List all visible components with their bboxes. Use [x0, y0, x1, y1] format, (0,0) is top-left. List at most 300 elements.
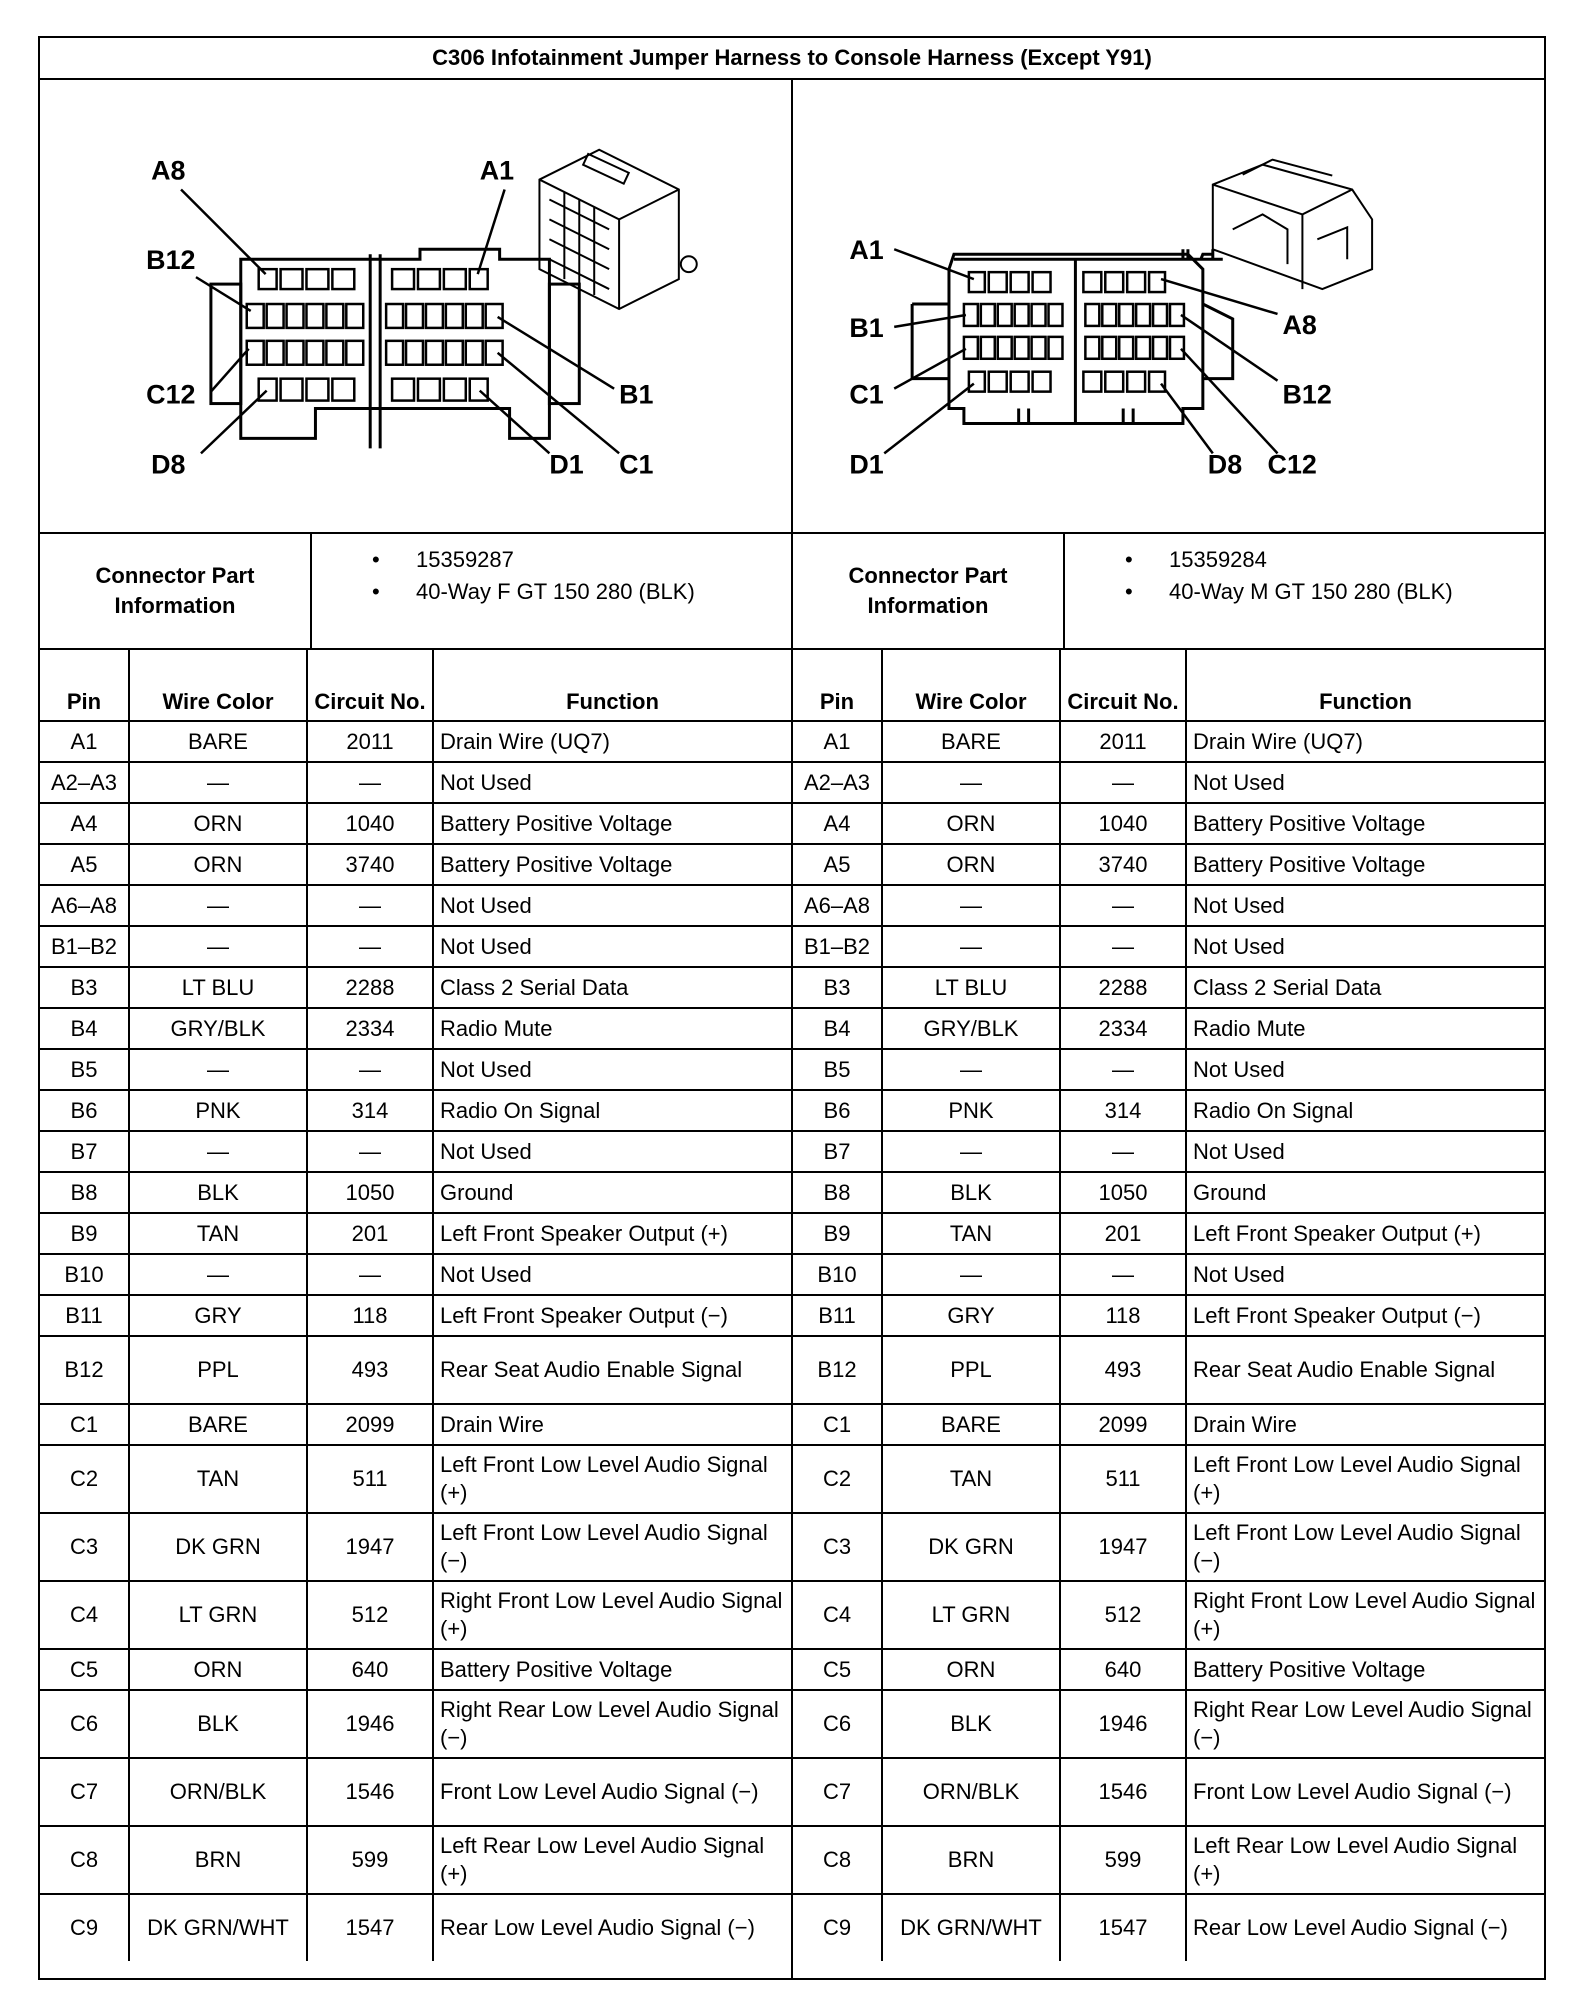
- wire-color-cell: —: [129, 1131, 307, 1172]
- part-number: • 15359287: [312, 544, 791, 576]
- wire-color-cell: GRY: [129, 1295, 307, 1336]
- wire-color-cell: —: [882, 1254, 1060, 1295]
- label-a1: A1: [849, 235, 884, 266]
- pin-cell: B7: [793, 1131, 882, 1172]
- pinout-rows: [40, 721, 791, 1961]
- function-cell: Not Used: [433, 762, 791, 803]
- table-row: [793, 1049, 1544, 1090]
- table-row: [793, 803, 1544, 844]
- function-cell: Left Front Speaker Output (+): [1186, 1213, 1544, 1254]
- connector-diagram-female: [40, 80, 791, 532]
- table-row: [793, 1172, 1544, 1213]
- header-pin: Pin: [793, 650, 882, 721]
- function-cell: Drain Wire: [1186, 1404, 1544, 1445]
- header-circuit: Circuit No.: [307, 650, 433, 721]
- wire-color-cell: TAN: [882, 1213, 1060, 1254]
- function-cell: Not Used: [1186, 762, 1544, 803]
- pin-cell: A4: [40, 803, 129, 844]
- function-cell: Class 2 Serial Data: [1186, 967, 1544, 1008]
- pin-cell: C6: [793, 1690, 882, 1758]
- table-row: [793, 1336, 1544, 1404]
- table-row: [793, 1581, 1544, 1649]
- table-row: [40, 1213, 791, 1254]
- pinout-sheet: [38, 36, 1546, 1980]
- wire-color-cell: BLK: [129, 1172, 307, 1213]
- wire-color-cell: TAN: [129, 1213, 307, 1254]
- wire-color-cell: BARE: [129, 721, 307, 762]
- wire-color-cell: LT BLU: [129, 967, 307, 1008]
- label-d8: D8: [151, 449, 186, 480]
- wire-color-cell: TAN: [129, 1445, 307, 1513]
- circuit-cell: 201: [307, 1213, 433, 1254]
- table-row: [40, 844, 791, 885]
- circuit-cell: 3740: [1060, 844, 1186, 885]
- pin-cell: C1: [40, 1404, 129, 1445]
- label-c12: C12: [146, 379, 196, 410]
- pin-cell: A2–A3: [40, 762, 129, 803]
- function-cell: Right Front Low Level Audio Signal (+): [1186, 1581, 1544, 1649]
- wire-color-cell: ORN: [129, 803, 307, 844]
- header-circuit: Circuit No.: [1060, 650, 1186, 721]
- label-d8: D8: [1207, 449, 1243, 480]
- connector-info-male: [791, 534, 1544, 648]
- pin-cell: C3: [793, 1513, 882, 1581]
- wire-color-cell: ORN: [882, 844, 1060, 885]
- circuit-cell: —: [307, 1049, 433, 1090]
- table-row: [793, 844, 1544, 885]
- function-cell: Right Front Low Level Audio Signal (+): [433, 1581, 791, 1649]
- circuit-cell: —: [1060, 926, 1186, 967]
- circuit-cell: —: [307, 762, 433, 803]
- pin-cell: B1–B2: [793, 926, 882, 967]
- function-cell: Class 2 Serial Data: [433, 967, 791, 1008]
- label-a1: A1: [479, 155, 515, 186]
- function-cell: Not Used: [433, 926, 791, 967]
- pin-cell: B6: [793, 1090, 882, 1131]
- table-row: [793, 1254, 1544, 1295]
- table-row: [40, 1758, 791, 1826]
- function-cell: Drain Wire (UQ7): [433, 721, 791, 762]
- wire-color-cell: TAN: [882, 1445, 1060, 1513]
- circuit-cell: 2099: [307, 1404, 433, 1445]
- pin-cell: B3: [793, 967, 882, 1008]
- pin-cell: C7: [793, 1758, 882, 1826]
- pin-cell: A2–A3: [793, 762, 882, 803]
- circuit-cell: 512: [1060, 1581, 1186, 1649]
- table-row: [40, 885, 791, 926]
- wire-color-cell: ORN: [882, 803, 1060, 844]
- wire-color-cell: ORN: [882, 1649, 1060, 1690]
- function-cell: Front Low Level Audio Signal (−): [1186, 1758, 1544, 1826]
- circuit-cell: 1947: [307, 1513, 433, 1581]
- table-row: [40, 1826, 791, 1894]
- circuit-cell: 3740: [307, 844, 433, 885]
- female-pin-labels: [146, 156, 653, 480]
- male-cavities: [964, 272, 1184, 391]
- pin-cell: B11: [40, 1295, 129, 1336]
- label-b12: B12: [1282, 379, 1332, 410]
- pin-cell: B7: [40, 1131, 129, 1172]
- table-row: [40, 1008, 791, 1049]
- table-row: [40, 967, 791, 1008]
- function-cell: Not Used: [433, 1131, 791, 1172]
- function-cell: Left Front Speaker Output (−): [433, 1295, 791, 1336]
- wire-color-cell: ORN: [129, 1649, 307, 1690]
- pin-cell: B10: [793, 1254, 882, 1295]
- wire-color-cell: PPL: [129, 1336, 307, 1404]
- function-cell: Left Front Speaker Output (+): [433, 1213, 791, 1254]
- circuit-cell: 1547: [307, 1894, 433, 1961]
- label-b1: B1: [849, 312, 884, 343]
- function-cell: Rear Seat Audio Enable Signal: [1186, 1336, 1544, 1404]
- table-row: [793, 967, 1544, 1008]
- connector-info-label: Connector Part Information: [793, 534, 1065, 648]
- pin-cell: C1: [793, 1404, 882, 1445]
- label-d1: D1: [549, 449, 584, 480]
- circuit-cell: 493: [1060, 1336, 1186, 1404]
- circuit-cell: 118: [307, 1295, 433, 1336]
- function-cell: Left Front Speaker Output (−): [1186, 1295, 1544, 1336]
- table-row: [793, 1894, 1544, 1961]
- circuit-cell: 599: [1060, 1826, 1186, 1894]
- male-connector-sketch: [1213, 160, 1372, 289]
- wire-color-cell: DK GRN: [882, 1513, 1060, 1581]
- wire-color-cell: —: [882, 1049, 1060, 1090]
- table-row: [40, 1445, 791, 1513]
- table-row: [793, 926, 1544, 967]
- function-cell: Left Rear Low Level Audio Signal (+): [1186, 1826, 1544, 1894]
- table-row: [793, 1295, 1544, 1336]
- pin-cell: C9: [793, 1894, 882, 1961]
- pin-cell: B6: [40, 1090, 129, 1131]
- function-cell: Drain Wire (UQ7): [1186, 721, 1544, 762]
- wire-color-cell: BARE: [882, 1404, 1060, 1445]
- circuit-cell: 1946: [307, 1690, 433, 1758]
- table-row: [40, 721, 791, 762]
- pin-cell: C4: [793, 1581, 882, 1649]
- circuit-cell: 640: [1060, 1649, 1186, 1690]
- circuit-cell: 1546: [1060, 1758, 1186, 1826]
- table-row: [40, 803, 791, 844]
- table-row: [40, 1513, 791, 1581]
- wire-color-cell: BLK: [882, 1690, 1060, 1758]
- pin-cell: C6: [40, 1690, 129, 1758]
- function-cell: Drain Wire: [433, 1404, 791, 1445]
- circuit-cell: —: [1060, 1131, 1186, 1172]
- connector-info-list: [1065, 534, 1544, 648]
- table-row: [40, 1690, 791, 1758]
- wire-color-cell: —: [882, 885, 1060, 926]
- circuit-cell: 2288: [307, 967, 433, 1008]
- function-cell: Battery Positive Voltage: [433, 844, 791, 885]
- table-header-row: [40, 650, 791, 721]
- pin-cell: B12: [793, 1336, 882, 1404]
- circuit-cell: 201: [1060, 1213, 1186, 1254]
- table-row: [793, 1826, 1544, 1894]
- wire-color-cell: ORN/BLK: [882, 1758, 1060, 1826]
- pin-cell: B9: [40, 1213, 129, 1254]
- function-cell: Not Used: [1186, 1254, 1544, 1295]
- connector-info-label: Connector Part Information: [40, 534, 312, 648]
- wire-color-cell: ORN/BLK: [129, 1758, 307, 1826]
- connector-diagrams: [40, 80, 1544, 534]
- label-c1: C1: [849, 379, 884, 410]
- function-cell: Battery Positive Voltage: [1186, 1649, 1544, 1690]
- pin-cell: B8: [40, 1172, 129, 1213]
- function-cell: Not Used: [433, 1049, 791, 1090]
- pin-cell: C4: [40, 1581, 129, 1649]
- circuit-cell: 1547: [1060, 1894, 1186, 1961]
- table-row: [40, 1649, 791, 1690]
- table-row: [793, 1008, 1544, 1049]
- pin-cell: C8: [793, 1826, 882, 1894]
- pin-cell: A5: [40, 844, 129, 885]
- function-cell: Front Low Level Audio Signal (−): [433, 1758, 791, 1826]
- table-row: [793, 721, 1544, 762]
- table-row: [40, 1894, 791, 1961]
- circuit-cell: —: [1060, 1254, 1186, 1295]
- wire-color-cell: —: [129, 1049, 307, 1090]
- table-row: [40, 1295, 791, 1336]
- table-row: [40, 1049, 791, 1090]
- label-a8: A8: [1282, 309, 1317, 340]
- table-row: [40, 1131, 791, 1172]
- wire-color-cell: BLK: [129, 1690, 307, 1758]
- wire-color-cell: DK GRN/WHT: [129, 1894, 307, 1961]
- function-cell: Left Front Low Level Audio Signal (−): [1186, 1513, 1544, 1581]
- pinout-tables: [40, 650, 1544, 1980]
- circuit-cell: 2334: [1060, 1008, 1186, 1049]
- pin-cell: C7: [40, 1758, 129, 1826]
- table-row: [793, 885, 1544, 926]
- pin-cell: B9: [793, 1213, 882, 1254]
- wire-color-cell: —: [882, 762, 1060, 803]
- circuit-cell: 512: [307, 1581, 433, 1649]
- circuit-cell: 640: [307, 1649, 433, 1690]
- circuit-cell: 1040: [307, 803, 433, 844]
- wire-color-cell: BRN: [882, 1826, 1060, 1894]
- circuit-cell: 1947: [1060, 1513, 1186, 1581]
- circuit-cell: 493: [307, 1336, 433, 1404]
- pin-cell: A1: [793, 721, 882, 762]
- header-wire-color: Wire Color: [882, 650, 1060, 721]
- function-cell: Not Used: [1186, 885, 1544, 926]
- pin-cell: B1–B2: [40, 926, 129, 967]
- wire-color-cell: GRY/BLK: [129, 1008, 307, 1049]
- wire-color-cell: PNK: [882, 1090, 1060, 1131]
- circuit-cell: 511: [1060, 1445, 1186, 1513]
- function-cell: Not Used: [433, 885, 791, 926]
- pin-cell: B12: [40, 1336, 129, 1404]
- connector-part-info: [40, 534, 1544, 650]
- circuit-cell: —: [307, 1254, 433, 1295]
- function-cell: Rear Low Level Audio Signal (−): [433, 1894, 791, 1961]
- header-pin: Pin: [40, 650, 129, 721]
- table-row: [793, 1690, 1544, 1758]
- circuit-cell: 599: [307, 1826, 433, 1894]
- function-cell: Not Used: [433, 1254, 791, 1295]
- table-row: [40, 1172, 791, 1213]
- connector-info-list: [312, 534, 791, 648]
- circuit-cell: 118: [1060, 1295, 1186, 1336]
- wire-color-cell: —: [882, 926, 1060, 967]
- table-row: [40, 1336, 791, 1404]
- pin-cell: B5: [40, 1049, 129, 1090]
- function-cell: Not Used: [1186, 1049, 1544, 1090]
- pin-cell: A6–A8: [40, 885, 129, 926]
- circuit-cell: —: [307, 926, 433, 967]
- function-cell: Left Front Low Level Audio Signal (+): [1186, 1445, 1544, 1513]
- female-cavities: [247, 269, 503, 400]
- circuit-cell: 1050: [1060, 1172, 1186, 1213]
- pin-cell: C5: [40, 1649, 129, 1690]
- wire-color-cell: LT GRN: [129, 1581, 307, 1649]
- label-c12: C12: [1267, 449, 1317, 480]
- function-cell: Rear Low Level Audio Signal (−): [1186, 1894, 1544, 1961]
- function-cell: Battery Positive Voltage: [433, 803, 791, 844]
- function-cell: Ground: [433, 1172, 791, 1213]
- table-row: [793, 762, 1544, 803]
- part-description: • 40-Way M GT 150 280 (BLK): [1065, 576, 1544, 608]
- pin-cell: A6–A8: [793, 885, 882, 926]
- circuit-cell: —: [1060, 1049, 1186, 1090]
- circuit-cell: —: [1060, 885, 1186, 926]
- wire-color-cell: BARE: [129, 1404, 307, 1445]
- pin-cell: B4: [793, 1008, 882, 1049]
- label-b12: B12: [146, 245, 196, 276]
- pinout-table-male: [791, 650, 1544, 1980]
- circuit-cell: 2334: [307, 1008, 433, 1049]
- pinout-table-female: [40, 650, 791, 1980]
- pinout-rows: [793, 721, 1544, 1961]
- table-row: [793, 1758, 1544, 1826]
- table-row: [793, 1131, 1544, 1172]
- wire-color-cell: LT GRN: [882, 1581, 1060, 1649]
- table-row: [40, 1404, 791, 1445]
- table-header-row: [793, 650, 1544, 721]
- wire-color-cell: LT BLU: [882, 967, 1060, 1008]
- function-cell: Radio On Signal: [433, 1090, 791, 1131]
- table-row: [40, 1581, 791, 1649]
- table-row: [40, 1090, 791, 1131]
- table-row: [40, 762, 791, 803]
- pin-cell: A5: [793, 844, 882, 885]
- pin-cell: B5: [793, 1049, 882, 1090]
- circuit-cell: 1050: [307, 1172, 433, 1213]
- table-row: [793, 1090, 1544, 1131]
- function-cell: Radio Mute: [433, 1008, 791, 1049]
- circuit-cell: 2099: [1060, 1404, 1186, 1445]
- wire-color-cell: PNK: [129, 1090, 307, 1131]
- header-function: Function: [433, 650, 791, 721]
- pin-cell: A1: [40, 721, 129, 762]
- circuit-cell: 314: [307, 1090, 433, 1131]
- label-c1: C1: [619, 449, 654, 480]
- label-b1: B1: [619, 379, 654, 410]
- wire-color-cell: GRY/BLK: [882, 1008, 1060, 1049]
- pin-cell: B11: [793, 1295, 882, 1336]
- function-cell: Not Used: [1186, 926, 1544, 967]
- table-row: [793, 1513, 1544, 1581]
- wire-color-cell: GRY: [882, 1295, 1060, 1336]
- male-connector-drawing: [793, 80, 1544, 532]
- function-cell: Radio Mute: [1186, 1008, 1544, 1049]
- function-cell: Right Rear Low Level Audio Signal (−): [433, 1690, 791, 1758]
- function-cell: Ground: [1186, 1172, 1544, 1213]
- circuit-cell: 1946: [1060, 1690, 1186, 1758]
- connector-diagram-male: [791, 80, 1544, 532]
- wire-color-cell: BLK: [882, 1172, 1060, 1213]
- header-wire-color: Wire Color: [129, 650, 307, 721]
- function-cell: Battery Positive Voltage: [433, 1649, 791, 1690]
- table-row: [40, 1254, 791, 1295]
- wire-color-cell: —: [882, 1131, 1060, 1172]
- wire-color-cell: —: [129, 926, 307, 967]
- wire-color-cell: PPL: [882, 1336, 1060, 1404]
- pin-cell: C3: [40, 1513, 129, 1581]
- pin-cell: C2: [793, 1445, 882, 1513]
- pin-cell: C5: [793, 1649, 882, 1690]
- part-number: • 15359284: [1065, 544, 1544, 576]
- female-connector-drawing: [40, 80, 791, 532]
- function-cell: Not Used: [1186, 1131, 1544, 1172]
- pin-cell: B4: [40, 1008, 129, 1049]
- table-row: [793, 1404, 1544, 1445]
- circuit-cell: —: [307, 885, 433, 926]
- table-row: [793, 1213, 1544, 1254]
- pin-cell: C8: [40, 1826, 129, 1894]
- header-function: Function: [1186, 650, 1544, 721]
- wire-color-cell: DK GRN: [129, 1513, 307, 1581]
- pin-cell: B10: [40, 1254, 129, 1295]
- wire-color-cell: ORN: [129, 844, 307, 885]
- circuit-cell: —: [1060, 762, 1186, 803]
- circuit-cell: 1546: [307, 1758, 433, 1826]
- wire-color-cell: —: [129, 1254, 307, 1295]
- pin-cell: A4: [793, 803, 882, 844]
- connector-info-female: [40, 534, 791, 648]
- label-a8: A8: [151, 155, 186, 186]
- part-description: • 40-Way F GT 150 280 (BLK): [312, 576, 791, 608]
- table-row: [40, 926, 791, 967]
- wire-color-cell: BRN: [129, 1826, 307, 1894]
- wire-color-cell: —: [129, 762, 307, 803]
- wire-color-cell: DK GRN/WHT: [882, 1894, 1060, 1961]
- label-d1: D1: [849, 449, 884, 480]
- function-cell: Radio On Signal: [1186, 1090, 1544, 1131]
- function-cell: Left Rear Low Level Audio Signal (+): [433, 1826, 791, 1894]
- function-cell: Right Rear Low Level Audio Signal (−): [1186, 1690, 1544, 1758]
- circuit-cell: 2011: [307, 721, 433, 762]
- circuit-cell: 314: [1060, 1090, 1186, 1131]
- table-row: [793, 1649, 1544, 1690]
- pin-cell: B3: [40, 967, 129, 1008]
- function-cell: Battery Positive Voltage: [1186, 844, 1544, 885]
- function-cell: Battery Positive Voltage: [1186, 803, 1544, 844]
- circuit-cell: —: [307, 1131, 433, 1172]
- wire-color-cell: —: [129, 885, 307, 926]
- circuit-cell: 511: [307, 1445, 433, 1513]
- circuit-cell: 2288: [1060, 967, 1186, 1008]
- function-cell: Left Front Low Level Audio Signal (−): [433, 1513, 791, 1581]
- function-cell: Left Front Low Level Audio Signal (+): [433, 1445, 791, 1513]
- pin-cell: B8: [793, 1172, 882, 1213]
- table-row: [793, 1445, 1544, 1513]
- circuit-cell: 2011: [1060, 721, 1186, 762]
- pin-cell: C9: [40, 1894, 129, 1961]
- circuit-cell: 1040: [1060, 803, 1186, 844]
- wire-color-cell: BARE: [882, 721, 1060, 762]
